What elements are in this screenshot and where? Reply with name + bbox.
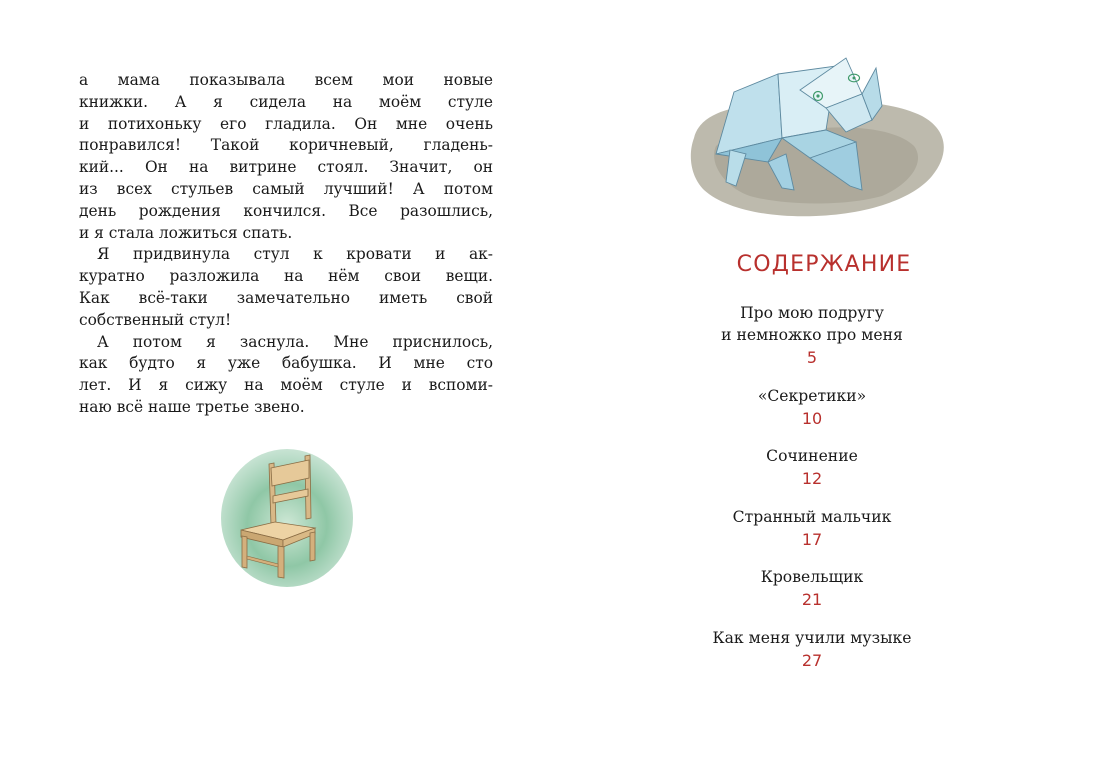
toc-entry[interactable]: [549, 506, 1075, 552]
toc-entry[interactable]: [549, 302, 1075, 370]
toc-entry[interactable]: [549, 627, 1075, 673]
story-line: Как всё-таки замечательно иметь свой: [79, 288, 493, 307]
toc-page-number: 10: [801, 408, 823, 428]
toc-entry-title: Про мою подругу: [740, 304, 884, 322]
toc-entry-title: Странный мальчик: [732, 507, 892, 526]
story-line: день рождения кончился. Все разошлись,: [79, 201, 493, 220]
chair-illustration: [219, 446, 355, 588]
toc-title: СОДЕРЖАНИЕ: [736, 252, 912, 277]
toc-page-number: 12: [801, 469, 823, 489]
toc-entry[interactable]: [549, 445, 1075, 491]
story-line: из всех стульев самый лучший! А потом: [79, 179, 493, 198]
story-line: А потом я заснула. Мне приснилось,: [97, 332, 493, 351]
toc-entry[interactable]: [549, 566, 1075, 612]
story-line: как будто я уже бабушка. И мне сто: [79, 354, 493, 373]
story-text: [79, 70, 493, 419]
toc-list: [549, 302, 1075, 688]
toc-entry[interactable]: [549, 385, 1075, 431]
toc-page-number: 17: [801, 529, 823, 549]
story-line: наю всё наше третье звено.: [79, 397, 305, 416]
story-line: кий... Он на витрине стоял. Значит, он: [79, 158, 493, 177]
toc-page-number: 5: [806, 348, 818, 367]
story-line: Я придвинула стул к кровати и ак-: [97, 245, 493, 264]
story-line: куратно разложила на нём свои вещи.: [79, 267, 493, 286]
story-line: книжки. А я сидела на моём стуле: [79, 92, 493, 111]
story-line: а мама показывала всем мои новые: [79, 71, 493, 89]
story-line: лет. И я сижу на моём стуле и вспоми-: [79, 376, 493, 395]
toc-page-number: 27: [801, 650, 823, 670]
toc-entry-title: Сочинение: [766, 447, 858, 466]
toc-entry-title: Как меня учили музыке: [712, 628, 912, 647]
left-page: [0, 0, 549, 783]
toc-entry-title: Кровельщик: [760, 568, 864, 587]
story-line: и я стала ложиться спать.: [79, 223, 293, 242]
story-line: и потихоньку его гладила. Он мне очень: [79, 114, 493, 133]
toc-entry-title: «Секретики»: [757, 386, 867, 405]
story-line: собственный стул!: [79, 310, 232, 329]
toc-page-number: 21: [801, 590, 823, 610]
story-line: понравился! Такой коричневый, гладень-: [79, 136, 493, 155]
origami-frog-illustration: [686, 50, 950, 220]
toc-entry-title: и немножко про меня: [721, 326, 903, 344]
